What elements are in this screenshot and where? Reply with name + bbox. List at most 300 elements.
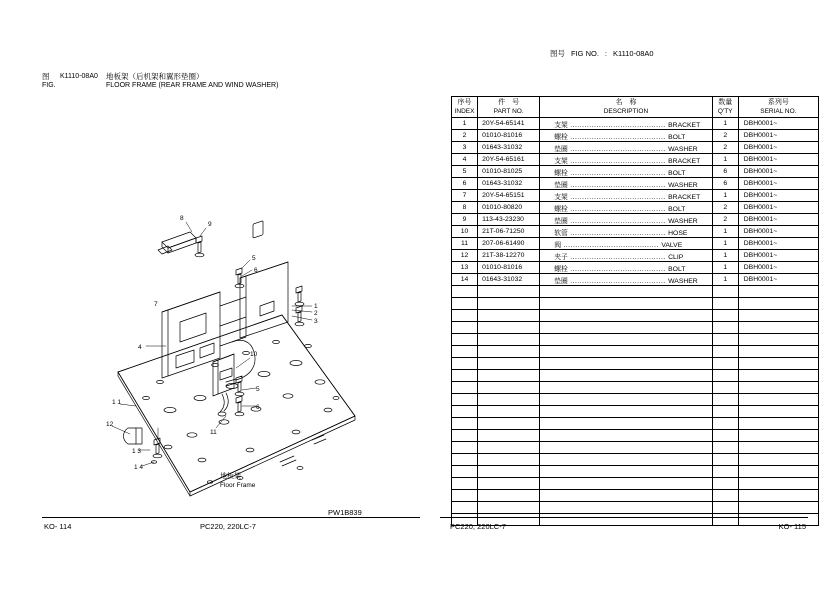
cell-empty — [738, 394, 818, 406]
cell-qty: 6 — [712, 166, 738, 178]
cell-empty — [738, 322, 818, 334]
cell-empty — [478, 322, 540, 334]
cell-qty: 1 — [712, 262, 738, 274]
cell-empty — [452, 394, 478, 406]
table-row[interactable] — [452, 226, 819, 238]
cell-serial-no: DBH0001~ — [738, 154, 818, 166]
table-row-empty — [452, 334, 819, 346]
cell-description — [540, 178, 712, 190]
description-cn: 垫圈 — [554, 217, 568, 225]
table-row[interactable] — [452, 214, 819, 226]
header-part-no — [478, 97, 540, 118]
description-en: BRACKET — [668, 193, 701, 201]
cell-empty — [452, 382, 478, 394]
cell-empty — [540, 394, 712, 406]
table-row-empty — [452, 466, 819, 478]
cell-index: 14 — [452, 274, 478, 286]
cell-empty — [738, 454, 818, 466]
table-row-empty — [452, 394, 819, 406]
cell-empty — [712, 514, 738, 526]
callout-14: 1 4 — [134, 464, 144, 471]
drawing-caption-en: Floor Frame — [220, 482, 256, 489]
cell-empty — [478, 370, 540, 382]
table-row[interactable] — [452, 178, 819, 190]
cell-empty — [452, 418, 478, 430]
header-index-en: INDEX — [454, 108, 475, 115]
callout-8: 8 — [180, 215, 184, 222]
right-footer-divider — [440, 517, 808, 518]
header-serial-no — [738, 97, 818, 118]
cell-qty: 1 — [712, 190, 738, 202]
cell-empty — [478, 286, 540, 298]
cell-empty — [540, 466, 712, 478]
table-row-empty — [452, 442, 819, 454]
cell-part-no: 01010-80820 — [478, 202, 540, 214]
cell-description — [540, 262, 712, 274]
cell-serial-no: DBH0001~ — [738, 214, 818, 226]
description-leader-dots: ........................................ — [567, 205, 669, 213]
cell-part-no: 20Y-54-65141 — [478, 118, 540, 130]
header-part-no-en: PART NO. — [493, 108, 524, 115]
table-row-empty — [452, 370, 819, 382]
header-qty-en: Q'TY — [717, 108, 733, 115]
description-leader-dots: ........................................ — [567, 229, 669, 237]
cell-part-no: 113-43-23230 — [478, 214, 540, 226]
cell-empty — [712, 406, 738, 418]
cell-empty — [738, 382, 818, 394]
cell-empty — [478, 466, 540, 478]
cell-empty — [738, 310, 818, 322]
cell-empty — [540, 442, 712, 454]
table-row[interactable] — [452, 118, 819, 130]
exploded-view-drawing — [50, 110, 420, 517]
cell-empty — [540, 406, 712, 418]
description-cn: 垫圈 — [554, 145, 568, 153]
cell-empty — [478, 358, 540, 370]
cell-serial-no: DBH0001~ — [738, 262, 818, 274]
cell-empty — [478, 502, 540, 514]
cell-index: 10 — [452, 226, 478, 238]
fig-no-value: K1110-08A0 — [613, 49, 654, 58]
table-row-empty — [452, 358, 819, 370]
cell-empty — [540, 490, 712, 502]
cell-empty — [540, 298, 712, 310]
cell-description — [540, 190, 712, 202]
description-cn: 阀 — [554, 241, 562, 249]
left-page — [30, 30, 420, 536]
cell-qty: 1 — [712, 250, 738, 262]
cell-empty — [452, 502, 478, 514]
drawing-caption-cn: 地板架 — [220, 473, 241, 480]
cell-empty — [478, 430, 540, 442]
cell-empty — [738, 478, 818, 490]
header-index — [452, 97, 478, 118]
cell-part-no: 21T-06-71250 — [478, 226, 540, 238]
drawing-code: PW1B839 — [328, 508, 362, 517]
left-footer-divider — [42, 517, 420, 518]
table-row[interactable] — [452, 238, 819, 250]
cell-empty — [540, 430, 712, 442]
cell-serial-no: DBH0001~ — [738, 238, 818, 250]
table-row-empty — [452, 298, 819, 310]
cell-index: 9 — [452, 214, 478, 226]
cell-empty — [540, 502, 712, 514]
table-row[interactable] — [452, 142, 819, 154]
cell-empty — [452, 406, 478, 418]
description-leader-dots: ........................................ — [567, 193, 669, 201]
description-en: HOSE — [668, 229, 688, 237]
header-serial-no-cn: 系列号 — [767, 99, 789, 106]
cell-empty — [738, 334, 818, 346]
cell-index: 13 — [452, 262, 478, 274]
callout-3: 3 — [314, 318, 318, 325]
cell-empty — [540, 322, 712, 334]
cell-empty — [712, 490, 738, 502]
callout-7: 7 — [154, 301, 158, 308]
cell-empty — [712, 358, 738, 370]
cell-empty — [452, 286, 478, 298]
cell-empty — [712, 298, 738, 310]
cell-empty — [452, 370, 478, 382]
header-description-cn: 名 称 — [615, 99, 637, 106]
left-page-number: KO- 114 — [44, 522, 72, 531]
cell-empty — [712, 370, 738, 382]
header-part-no-cn: 件 号 — [498, 99, 520, 106]
cell-empty — [738, 442, 818, 454]
cell-empty — [712, 454, 738, 466]
cell-part-no: 207-06-61490 — [478, 238, 540, 250]
description-cn: 垫圈 — [554, 181, 568, 189]
description-en: VALVE — [661, 241, 683, 249]
cell-qty: 1 — [712, 238, 738, 250]
cell-part-no: 01010-81016 — [478, 130, 540, 142]
callout-6b: 6 — [256, 404, 260, 411]
cell-index: 3 — [452, 142, 478, 154]
cell-qty: 1 — [712, 226, 738, 238]
figure-number-header — [550, 48, 654, 59]
description-en: BOLT — [668, 169, 686, 177]
cell-index: 2 — [452, 130, 478, 142]
cell-serial-no: DBH0001~ — [738, 166, 818, 178]
table-row-empty — [452, 514, 819, 526]
header-serial-no-en: SERIAL NO. — [760, 108, 797, 115]
description-en: WASHER — [668, 277, 698, 285]
cell-empty — [478, 406, 540, 418]
description-cn: 螺栓 — [554, 133, 568, 141]
cell-empty — [712, 442, 738, 454]
description-cn: 夹子 — [554, 253, 568, 261]
cell-part-no: 01010-81016 — [478, 262, 540, 274]
table-row-empty — [452, 430, 819, 442]
cell-index: 5 — [452, 166, 478, 178]
callout-12b: 1 1 — [112, 399, 122, 406]
callout-4: 4 — [138, 344, 142, 351]
cell-empty — [712, 286, 738, 298]
cell-empty — [540, 514, 712, 526]
figure-title-en: FLOOR FRAME (REAR FRAME AND WIND WASHER) — [106, 82, 279, 89]
cell-empty — [712, 346, 738, 358]
cell-empty — [478, 298, 540, 310]
cell-qty: 1 — [712, 274, 738, 286]
cell-part-no: 01643-31032 — [478, 274, 540, 286]
cell-part-no: 01643-31032 — [478, 178, 540, 190]
figure-title-cn: 地板架（后机架和翼形垫圈） — [106, 72, 204, 81]
description-cn: 螺栓 — [554, 205, 568, 213]
cell-serial-no: DBH0001~ — [738, 142, 818, 154]
table-row-empty — [452, 406, 819, 418]
cell-empty — [540, 370, 712, 382]
description-en: BOLT — [668, 205, 686, 213]
cell-empty — [452, 442, 478, 454]
fig-code: K1110-08A0 — [60, 73, 98, 80]
cell-empty — [738, 502, 818, 514]
right-model-name: PC220, 220LC-7 — [450, 522, 506, 531]
cell-empty — [452, 466, 478, 478]
callout-10: 10 — [250, 351, 258, 358]
cell-serial-no: DBH0001~ — [738, 202, 818, 214]
cell-empty — [738, 430, 818, 442]
callout-11: 11 — [210, 429, 217, 436]
cell-empty — [478, 418, 540, 430]
table-row-empty — [452, 346, 819, 358]
table-row[interactable] — [452, 262, 819, 274]
description-leader-dots: ........................................ — [567, 277, 669, 285]
callout-5b: 5 — [256, 386, 260, 393]
description-cn: 支架 — [554, 157, 568, 165]
cell-empty — [540, 310, 712, 322]
description-leader-dots: ........................................ — [567, 145, 669, 153]
cell-empty — [452, 454, 478, 466]
cell-empty — [478, 334, 540, 346]
parts-table — [451, 96, 819, 526]
cell-qty: 1 — [712, 154, 738, 166]
right-page — [440, 30, 820, 536]
callout-5: 5 — [252, 255, 256, 262]
cell-empty — [738, 286, 818, 298]
description-leader-dots: ........................................ — [567, 217, 669, 225]
callout-2: 2 — [314, 310, 318, 317]
right-page-number: KO- 115 — [778, 522, 806, 531]
cell-empty — [540, 286, 712, 298]
description-cn: 螺栓 — [554, 265, 568, 273]
cell-empty — [452, 478, 478, 490]
cell-empty — [452, 490, 478, 502]
cell-empty — [712, 322, 738, 334]
description-leader-dots: ........................................ — [567, 157, 669, 165]
table-row-empty — [452, 322, 819, 334]
cell-empty — [540, 418, 712, 430]
cell-index: 12 — [452, 250, 478, 262]
cell-description — [540, 166, 712, 178]
cell-qty: 6 — [712, 178, 738, 190]
cell-empty — [712, 334, 738, 346]
description-leader-dots: ........................................ — [567, 253, 669, 261]
table-row-empty — [452, 478, 819, 490]
cell-empty — [540, 478, 712, 490]
cell-empty — [738, 406, 818, 418]
cell-empty — [738, 466, 818, 478]
table-row-empty — [452, 382, 819, 394]
description-leader-dots: ........................................ — [567, 169, 669, 177]
table-row-empty — [452, 454, 819, 466]
description-leader-dots: ........................................ — [561, 241, 662, 249]
table-row-empty — [452, 418, 819, 430]
cell-empty — [452, 346, 478, 358]
description-leader-dots: ........................................ — [567, 121, 669, 129]
figure-heading — [42, 72, 278, 90]
cell-empty — [540, 334, 712, 346]
table-row-empty — [452, 502, 819, 514]
fig-no-label-cn: 图号 — [550, 49, 565, 58]
cell-empty — [712, 430, 738, 442]
callout-1: 1 — [314, 303, 318, 310]
cell-empty — [478, 442, 540, 454]
cell-empty — [712, 382, 738, 394]
fig-label-en: FIG. — [42, 82, 56, 89]
cell-serial-no: DBH0001~ — [738, 250, 818, 262]
cell-serial-no: DBH0001~ — [738, 190, 818, 202]
cell-description — [540, 202, 712, 214]
cell-part-no: 20Y-54-65161 — [478, 154, 540, 166]
fig-no-label-en: FIG NO. — [571, 49, 599, 58]
cell-description — [540, 250, 712, 262]
table-row[interactable] — [452, 190, 819, 202]
cell-serial-no: DBH0001~ — [738, 178, 818, 190]
cell-empty — [738, 418, 818, 430]
header-index-cn: 序号 — [457, 99, 472, 106]
cell-part-no: 01643-31032 — [478, 142, 540, 154]
table-row[interactable] — [452, 166, 819, 178]
description-en: BOLT — [668, 265, 686, 273]
cell-empty — [540, 346, 712, 358]
cell-empty — [478, 310, 540, 322]
table-row[interactable] — [452, 250, 819, 262]
cell-description — [540, 142, 712, 154]
cell-empty — [738, 370, 818, 382]
header-description-en: DESCRIPTION — [603, 108, 649, 115]
cell-description — [540, 118, 712, 130]
cell-empty — [478, 478, 540, 490]
cell-empty — [452, 430, 478, 442]
description-en: WASHER — [668, 145, 698, 153]
table-header-row — [452, 97, 819, 118]
cell-empty — [540, 382, 712, 394]
description-cn: 支架 — [554, 193, 568, 201]
table-body — [452, 118, 819, 526]
cell-index: 4 — [452, 154, 478, 166]
cell-part-no: 01010-81025 — [478, 166, 540, 178]
cell-index: 6 — [452, 178, 478, 190]
fig-no-separator: : — [604, 49, 608, 58]
cell-qty: 2 — [712, 142, 738, 154]
cell-empty — [712, 502, 738, 514]
table-row-empty — [452, 490, 819, 502]
cell-empty — [712, 466, 738, 478]
cell-qty: 2 — [712, 202, 738, 214]
cell-description — [540, 274, 712, 286]
description-en: BOLT — [668, 133, 686, 141]
cell-empty — [712, 310, 738, 322]
cell-description — [540, 238, 712, 250]
description-cn: 软管 — [554, 229, 568, 237]
cell-empty — [452, 322, 478, 334]
cell-empty — [478, 346, 540, 358]
description-cn: 垫圈 — [554, 277, 568, 285]
description-leader-dots: ........................................ — [567, 133, 669, 141]
fig-label-cn: 图 — [42, 72, 50, 81]
header-description — [540, 97, 712, 118]
cell-index: 8 — [452, 202, 478, 214]
table-row[interactable] — [452, 274, 819, 286]
cell-description — [540, 226, 712, 238]
cell-empty — [540, 358, 712, 370]
table-row[interactable] — [452, 130, 819, 142]
header-qty-cn: 数量 — [718, 99, 733, 106]
cell-qty: 2 — [712, 214, 738, 226]
cell-serial-no: DBH0001~ — [738, 130, 818, 142]
cell-part-no: 20Y-54-65151 — [478, 190, 540, 202]
description-en: BRACKET — [668, 121, 701, 129]
table-row-empty — [452, 310, 819, 322]
cell-index: 7 — [452, 190, 478, 202]
cell-empty — [452, 298, 478, 310]
cell-qty: 2 — [712, 130, 738, 142]
description-leader-dots: ........................................ — [567, 181, 669, 189]
callout-12: 12 — [106, 421, 114, 428]
cell-serial-no: DBH0001~ — [738, 118, 818, 130]
callout-13: 1 3 — [132, 448, 142, 455]
cell-qty: 1 — [712, 118, 738, 130]
cell-empty — [738, 346, 818, 358]
cell-empty — [478, 394, 540, 406]
cell-empty — [478, 454, 540, 466]
callout-9: 9 — [208, 221, 212, 228]
description-en: CLIP — [668, 253, 684, 261]
cell-description — [540, 154, 712, 166]
cell-empty — [452, 334, 478, 346]
cell-empty — [540, 454, 712, 466]
cell-empty — [738, 358, 818, 370]
cell-empty — [738, 298, 818, 310]
cell-serial-no: DBH0001~ — [738, 274, 818, 286]
description-leader-dots: ........................................ — [567, 265, 669, 273]
cell-empty — [712, 478, 738, 490]
table-row-empty — [452, 286, 819, 298]
cell-empty — [478, 382, 540, 394]
cell-empty — [452, 310, 478, 322]
description-cn: 螺栓 — [554, 169, 568, 177]
cell-empty — [712, 418, 738, 430]
cell-index: 11 — [452, 238, 478, 250]
cell-part-no: 21T-38-12270 — [478, 250, 540, 262]
cell-description — [540, 130, 712, 142]
table-row[interactable] — [452, 202, 819, 214]
cell-empty — [712, 394, 738, 406]
header-qty — [712, 97, 738, 118]
table-row[interactable] — [452, 154, 819, 166]
description-en: WASHER — [668, 217, 698, 225]
cell-index: 1 — [452, 118, 478, 130]
description-en: WASHER — [668, 181, 698, 189]
cell-empty — [452, 358, 478, 370]
cell-empty — [478, 490, 540, 502]
cell-empty — [738, 490, 818, 502]
left-model-name: PC220, 220LC-7 — [200, 522, 256, 531]
callout-6: 6 — [254, 267, 258, 274]
cell-description — [540, 214, 712, 226]
description-en: BRACKET — [668, 157, 701, 165]
description-cn: 支架 — [554, 121, 568, 129]
